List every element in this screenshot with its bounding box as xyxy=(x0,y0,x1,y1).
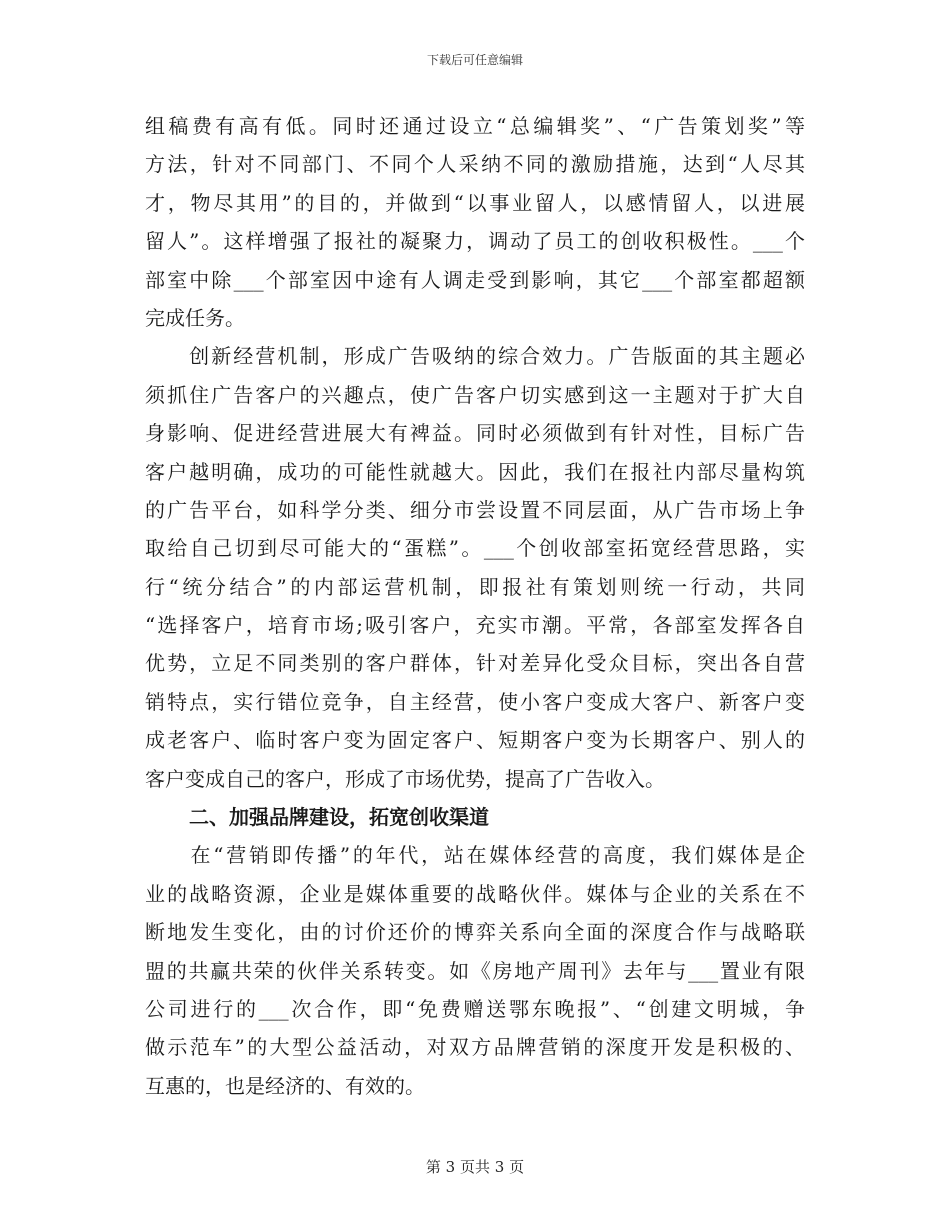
text-line: 客户越明确，成功的可能性就越大。因此，我们在报社内部尽量构筑 xyxy=(145,459,805,484)
text-line: 公司进行的___次合作，即“免费赠送鄂东晚报”、“创建文明城，争 xyxy=(145,996,805,1021)
page-footer: 第 3 页共 3 页 xyxy=(425,1158,525,1176)
text-line: 业的战略资源，企业是媒体重要的战略伙伴。媒体与企业的关系在不 xyxy=(145,881,805,906)
text-line: 盟的共赢共荣的伙伴关系转变。如《房地产周刊》去年与___置业有限 xyxy=(145,958,805,983)
page-header: 下载后可任意编辑 xyxy=(426,53,523,67)
text-line: 成老客户、临时客户变为固定客户、短期客户变为长期客户、别人的 xyxy=(145,728,805,753)
text-line: 客户变成自己的客户，形成了市场优势，提高了广告收入。 xyxy=(145,766,665,791)
text-line: 部室中除___个部室因中途有人调走受到影响，其它___个部室都超额 xyxy=(145,267,805,292)
text-line: 行“统分结合”的内部运营机制，即报社有策划则统一行动，共同 xyxy=(145,574,805,599)
text-line: 创新经营机制，形成广告吸纳的综合效力。广告版面的其主题必 xyxy=(145,344,805,369)
text-line: 在“营销即传播”的年代，站在媒体经营的高度，我们媒体是企 xyxy=(145,843,805,868)
text-line: 方法，针对不同部门、不同个人采纳不同的激励措施，达到“人尽其 xyxy=(145,152,805,177)
text-line: 优势，立足不同类别的客户群体，针对差异化受众目标，突出各自营 xyxy=(145,651,805,676)
text-line: 的广告平台，如科学分类、细分市尝设置不同层面，从广告市场上争 xyxy=(145,497,805,522)
section-heading: 二、加强品牌建设，拓宽创收渠道 xyxy=(189,805,489,830)
text-line: 组稿费有高有低。同时还通过设立“总编辑奖”、“广告策划奖”等 xyxy=(145,114,805,138)
text-line: 身影响、促进经营进展大有裨益。同时必须做到有针对性，目标广告 xyxy=(145,421,805,446)
text-line: 留人”。这样增强了报社的凝聚力，调动了员工的创收积极性。___个 xyxy=(145,229,805,254)
text-line: 完成任务。 xyxy=(145,305,245,330)
text-line: 销特点，实行错位竞争，自主经营，使小客户变成大客户、新客户变 xyxy=(145,689,805,714)
text-line: 才，物尽其用”的目的，并做到“以事业留人，以感情留人，以进展 xyxy=(145,190,805,215)
text-line: 须抓住广告客户的兴趣点，使广告客户切实感到这一主题对于扩大自 xyxy=(145,382,805,407)
text-line: 做示范车”的大型公益活动，对双方品牌营销的深度开发是积极的、 xyxy=(145,1035,805,1060)
text-line: “选择客户，培育市场;吸引客户，充实市潮。平常，各部室发挥各自 xyxy=(145,613,805,638)
document-body xyxy=(145,107,805,1105)
text-line: 断地发生变化，由的讨价还价的博弈关系向全面的深度合作与战略联 xyxy=(145,920,805,945)
text-line: 互惠的，也是经济的、有效的。 xyxy=(145,1073,425,1098)
text-line: 取给自己切到尽可能大的“蛋糕”。___个创收部室拓宽经营思路，实 xyxy=(145,536,805,561)
